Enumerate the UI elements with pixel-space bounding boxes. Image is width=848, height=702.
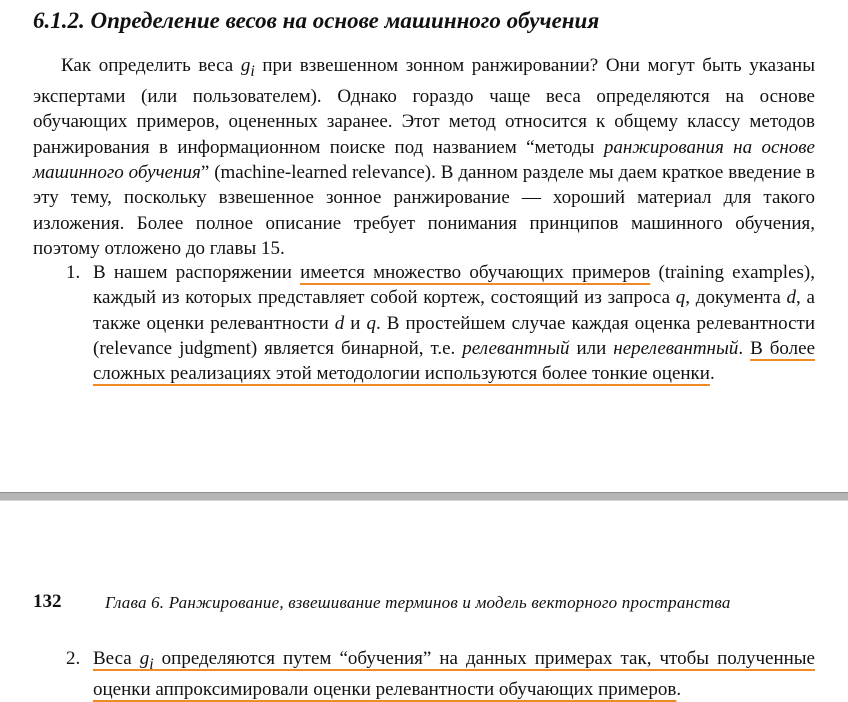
list-item-1	[93, 260, 815, 386]
item1-text-3: , документа	[685, 287, 787, 309]
var-g: g	[240, 55, 251, 76]
list-number-1: 1.	[66, 262, 81, 283]
list-item-2	[93, 646, 815, 702]
item1-text-1: В нашем распоряжении	[93, 262, 301, 283]
item1-italic-1: релевантный	[462, 337, 570, 359]
para-italic-term: ранжирования на основе машинного обучения	[33, 136, 815, 183]
var-q: q	[675, 287, 686, 309]
running-head: Глава 6. Ранжирование, взвешивание терминов и модель векторного пространства	[105, 593, 731, 612]
sub-i-2: i	[149, 655, 154, 673]
item2-text-1: Веса	[93, 648, 140, 669]
page-number: 132	[33, 591, 62, 612]
list-number-2: 2.	[66, 648, 81, 669]
item1-italic-2: нерелевантный	[613, 337, 739, 359]
para-text-2: при взвешенном зонном ранжировании? Они могут быть указаны экспертами (или пользователем). Однако гораздо чаще веса определяются на основе обучающих примеров, оцененных заранее. Этот метод относится к общему классу методов ранжирования в информационном поиске под названием “методы	[33, 55, 815, 158]
var-q-2: q	[366, 312, 377, 334]
item1-text-9: .	[709, 363, 715, 385]
item1-text-8: .	[738, 337, 751, 359]
var-d-2: d	[334, 312, 345, 334]
para-text-1: Как определить веса	[61, 55, 241, 76]
var-d: d	[786, 287, 797, 309]
intro-paragraph	[33, 53, 815, 261]
item1-text-2: (training examples), каждый из которых представляет собой кортеж, состоящий из запроса	[93, 262, 815, 309]
item2-text-2: определяются путем “обучения” на данных примерах так, чтобы полученные оценки аппроксимировали оценки релевантности обучающих примеров	[93, 648, 815, 701]
para-text-4: ” (machine-learned relevance). В данном разделе мы даем краткое введение в эту тему, поскольку взвешенное зонное ранжирование — хороший материал для такого изложения. Более полное описание требует понимания принципов машинного обучения, поэтому отложено до главы 15.	[33, 161, 815, 259]
sub-i: i	[250, 62, 255, 80]
section-heading: 6.1.2. Определение весов на основе машинного обучения	[33, 8, 600, 33]
item1-text-5: и	[344, 312, 367, 334]
item1-highlight-2: В более сложных реализациях этой методологии используются более тонкие оценки	[93, 337, 815, 385]
item2-text-3: .	[676, 679, 682, 701]
item2-highlight	[93, 648, 815, 700]
page-separator	[0, 492, 848, 501]
item1-text-4: , а также оценки релевантности	[93, 287, 815, 334]
item1-text-6: . В простейшем случае каждая оценка релевантности (relevance judgment) является бинарной, т.е.	[93, 312, 816, 359]
var-g-2: g	[139, 648, 150, 669]
item1-text-7: или	[569, 337, 614, 359]
item1-highlight-1: имеется множество обучающих примеров	[300, 262, 651, 283]
